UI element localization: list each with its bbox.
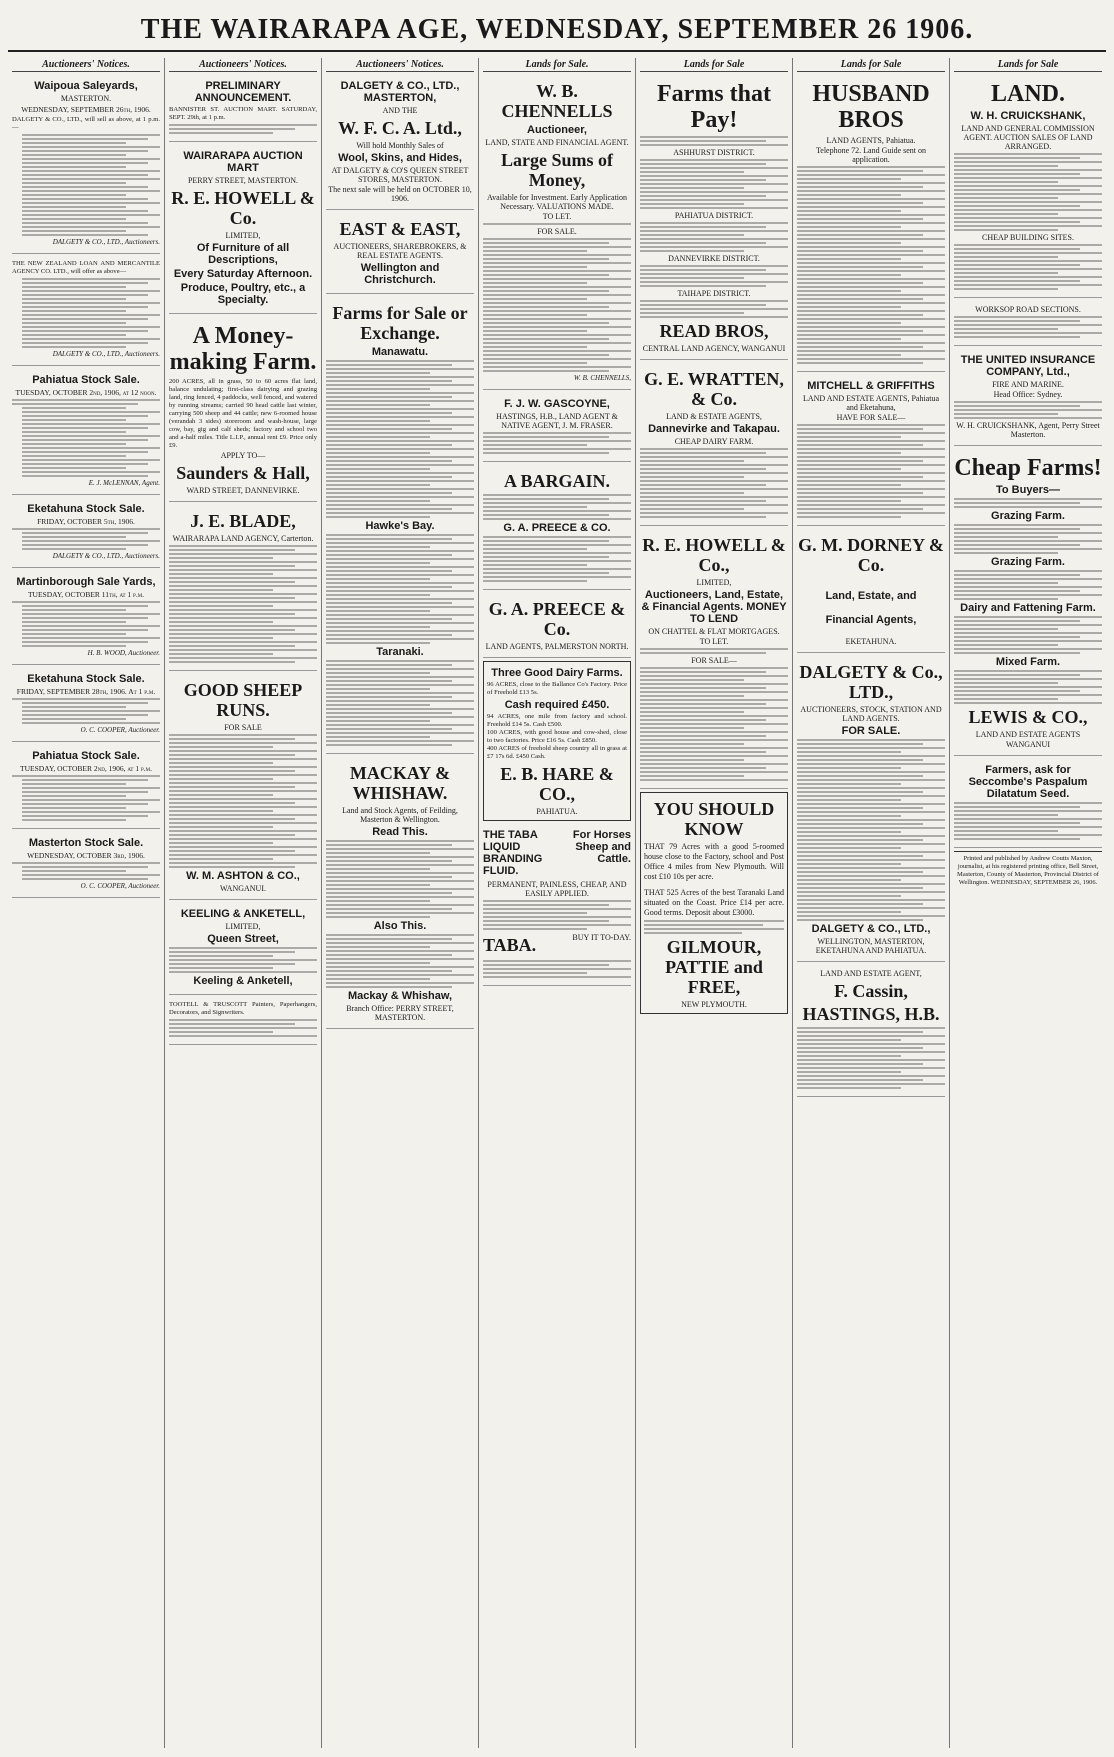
ad-advertiser: Mackay & Whishaw, bbox=[347, 990, 453, 1002]
ad-listing bbox=[954, 316, 1102, 338]
ad-subtitle: ON CHATTEL & FLAT MORTGAGES. bbox=[648, 627, 780, 636]
ad-advertiser: READ BROS, bbox=[659, 321, 769, 341]
ad-section: Grazing Farm. bbox=[991, 556, 1065, 568]
ad-listing bbox=[326, 534, 474, 644]
ad-section: Also This. bbox=[373, 920, 427, 932]
ad-subtitle: LIMITED, bbox=[225, 922, 261, 931]
ad-listing bbox=[797, 166, 945, 364]
ad-address: WANGANUI. bbox=[220, 884, 266, 893]
ad-listing bbox=[12, 134, 160, 236]
ad-advertiser: Saunders & Hall, bbox=[176, 463, 310, 483]
ad-taba-branding-fluid bbox=[483, 824, 631, 986]
ad-agent: O. C. COOPER, Auctioneer. bbox=[80, 882, 160, 890]
ad-subtitle: Dannevirke and Takapau. bbox=[648, 423, 780, 435]
column-heading: Lands for Sale bbox=[640, 58, 788, 72]
column-7 bbox=[949, 58, 1106, 1748]
ad-preliminary-announcement bbox=[169, 75, 317, 142]
ad-subtitle: HAVE FOR SALE— bbox=[836, 413, 906, 422]
column-6 bbox=[792, 58, 949, 1748]
ad-j-e-blade bbox=[169, 505, 317, 671]
ad-section: Read This. bbox=[372, 826, 428, 838]
ad-preece-co bbox=[483, 593, 631, 658]
ad-listing bbox=[12, 698, 160, 724]
ad-listing bbox=[169, 947, 317, 973]
ad-section: TO LET. bbox=[542, 212, 572, 221]
ad-headline: HASTINGS, H.B. bbox=[802, 1004, 940, 1024]
ad-header-row bbox=[483, 827, 631, 879]
ad-subtitle: LAND, STATE AND FINANCIAL AGENT. bbox=[485, 138, 629, 147]
ad-husband-bros bbox=[797, 75, 945, 372]
ad-section: Dairy and Fattening Farm. bbox=[960, 602, 1096, 614]
ad-section: Mixed Farm. bbox=[995, 656, 1061, 668]
ad-headline: Farms for Sale or Exchange. bbox=[332, 303, 468, 343]
column-3 bbox=[321, 58, 478, 1748]
ad-section: Taranaki. bbox=[376, 646, 424, 658]
ad-date: WEDNESDAY, SEPTEMBER 26th, 1906. bbox=[21, 105, 151, 114]
ad-headline: G. E. WRATTEN, & Co. bbox=[644, 369, 784, 409]
ad-worksop-road bbox=[954, 301, 1102, 346]
ad-subtitle: LIMITED, bbox=[696, 578, 732, 587]
ad-headline: WORKSOP ROAD SECTIONS. bbox=[975, 305, 1081, 314]
ad-listing bbox=[954, 524, 1102, 554]
ad-address: NEW PLYMOUTH. bbox=[681, 1000, 747, 1009]
ad-listing bbox=[326, 660, 474, 746]
ad-text: 200 ACRES, all in grass, 50 to 60 acres flat land, balance undulating; first-class dairying and grazing land, ring fenced, 4 paddocks, well fenced, and watered by running streams; carried 90 head cattle last winter, carrying 500 sheep and 44 cattle; new 6-roomed house (verandah 3 sides) storeroom and wash-house, large cow, bay, gig and calf sheds; factory and school two and a-half miles. Title L.I.P., annual rent £9. Price only £9. bbox=[169, 378, 317, 449]
ad-headline: MACKAY & WHISHAW. bbox=[349, 763, 451, 803]
ad-address: EKETAHUNA. bbox=[845, 637, 897, 646]
ad-listing bbox=[483, 432, 631, 454]
ad-section: Hawke's Bay. bbox=[365, 520, 435, 532]
ad-subtitle: Auctioneers, Land, Estate, & Financial Agents. MONEY TO LEND bbox=[641, 589, 787, 625]
ad-good-sheep-runs bbox=[169, 674, 317, 900]
ad-agent: W. H. CRUICKSHANK, Agent, Perry Street Masterton. bbox=[956, 421, 1100, 439]
ad-subtitle: Wellington and Christchurch. bbox=[360, 262, 440, 286]
ad-listing bbox=[797, 739, 945, 921]
ad-headline: F. J. W. GASCOYNE, bbox=[504, 398, 610, 410]
ad-address: PAHIATUA. bbox=[536, 807, 578, 816]
column-1 bbox=[8, 58, 164, 1748]
ad-listing bbox=[797, 1027, 945, 1089]
ad-mitchell-griffiths bbox=[797, 375, 945, 526]
ad-listing bbox=[12, 278, 160, 348]
ad-headline: Cheap Farms! bbox=[954, 455, 1102, 481]
ad-united-insurance bbox=[954, 349, 1102, 446]
ad-subtitle: FOR SALE bbox=[224, 723, 262, 732]
ad-agent: H. B. WOOD, Auctioneer. bbox=[87, 649, 160, 657]
column-heading: Auctioneers' Notices. bbox=[326, 58, 474, 72]
ad-listing bbox=[483, 960, 631, 978]
ad-text: BANNISTER ST. AUCTION MART. SATURDAY, SEPT. 29th, at 1 p.m. bbox=[169, 106, 317, 121]
ad-listing bbox=[483, 238, 631, 372]
ad-subtitle: Queen Street, bbox=[207, 933, 279, 945]
ad-date: FRIDAY, OCTOBER 5th, 1906. bbox=[37, 517, 135, 526]
ad-agent: O. C. COOPER, Auctioneer. bbox=[80, 726, 160, 734]
ad-listing-item: Cash required £450. bbox=[504, 699, 610, 711]
ad-subtitle: LAND AGENTS, PALMERSTON NORTH. bbox=[485, 642, 629, 651]
ad-waipoua-saleyards bbox=[12, 75, 160, 254]
ad-listing bbox=[326, 934, 474, 988]
ad-headline: R. E. HOWELL & Co., bbox=[642, 535, 786, 575]
ad-body: Every Saturday Afternoon. bbox=[173, 268, 313, 280]
ad-east-and-east bbox=[326, 213, 474, 294]
ad-subtitle: To Buyers— bbox=[996, 484, 1060, 496]
ad-advertiser: TABA. bbox=[483, 935, 537, 955]
ad-listing bbox=[640, 448, 788, 518]
ad-subtitle: Telephone 72. Land Guide sent on application. bbox=[815, 146, 927, 164]
ad-subtitle: FIRE AND MARINE. bbox=[992, 380, 1064, 389]
ad-advertiser: E. B. HARE & CO., bbox=[500, 764, 614, 804]
ad-money-making-farm bbox=[169, 317, 317, 502]
ad-section: CHEAP BUILDING SITES. bbox=[982, 233, 1074, 242]
ad-subtitle: WAIRARAPA LAND AGENCY, Carterton. bbox=[172, 534, 314, 543]
ad-title: Pahiatua Stock Sale. bbox=[32, 750, 140, 762]
ad-date: TUESDAY, OCTOBER 2nd, 1906, at 12 noon. bbox=[15, 388, 157, 397]
ad-listing bbox=[954, 498, 1102, 508]
ad-headline: W. H. CRUICKSHANK, bbox=[970, 110, 1086, 122]
ad-gascoyne bbox=[483, 393, 631, 462]
ad-listing bbox=[644, 920, 784, 934]
ad-w-b-chennells bbox=[483, 75, 631, 390]
ad-section: TO LET. bbox=[699, 637, 729, 646]
ad-listing bbox=[640, 648, 788, 654]
ad-wairarapa-auction-mart bbox=[169, 145, 317, 314]
ad-listing bbox=[954, 244, 1102, 290]
ad-listing-item: 400 ACRES of freehold sheep country all in grass at £7 17s 6d. £450 Cash. bbox=[487, 745, 627, 760]
ad-subtitle: LAND AND ESTATE AGENT, bbox=[820, 969, 922, 978]
ad-subtitle: Head Office: Sydney. bbox=[993, 390, 1063, 399]
ad-section: FOR SALE. bbox=[537, 227, 577, 236]
ad-listing bbox=[169, 124, 317, 134]
ad-listing bbox=[483, 223, 631, 225]
column-heading: Lands for Sale. bbox=[483, 58, 631, 72]
ad-agent: DALGETY & CO., LTD., Auctioneers. bbox=[52, 238, 160, 246]
ad-section: FOR SALE. bbox=[841, 725, 901, 737]
ad-martinborough-sale-yards bbox=[12, 571, 160, 665]
ad-masterton-stock-sale bbox=[12, 832, 160, 898]
ad-advertiser: W. M. ASHTON & CO., bbox=[186, 870, 300, 882]
ad-listing bbox=[483, 900, 631, 930]
ad-agent: W. B. CHENNELLS, bbox=[573, 374, 631, 382]
ad-title: Eketahuna Stock Sale. bbox=[27, 503, 145, 515]
ad-title: PRELIMINARY ANNOUNCEMENT. bbox=[194, 80, 292, 104]
ad-subtitle: For Horses Sheep and Cattle. bbox=[572, 829, 631, 865]
ad-headline: A BARGAIN. bbox=[503, 471, 610, 491]
ad-subtitle: AND THE bbox=[382, 106, 418, 115]
ad-cheap-farms bbox=[954, 449, 1102, 756]
ad-you-should-know bbox=[640, 792, 788, 1014]
newspaper-title: THE WAIRARAPA AGE, WEDNESDAY, SEPTEMBER 26 1906. bbox=[140, 14, 974, 45]
ad-agent: DALGETY & CO., LTD., Auctioneers. bbox=[52, 350, 160, 358]
ad-headline: THE UNITED INSURANCE COMPANY, Ltd., bbox=[960, 354, 1096, 378]
ad-listing bbox=[954, 401, 1102, 419]
ad-address: WANGANUI bbox=[1006, 740, 1050, 749]
ad-title: Martinborough Sale Yards, bbox=[16, 576, 156, 588]
ad-listing-item: 96 ACRES, close to the Ballance Co's Factory. Price of Freehold £13 5s. bbox=[487, 681, 627, 696]
column-heading: Lands for Sale bbox=[797, 58, 945, 72]
ad-seccombe-seed bbox=[954, 759, 1102, 848]
ad-title: Eketahuna Stock Sale. bbox=[27, 673, 145, 685]
ad-eketahuna-stock-sale-2 bbox=[12, 668, 160, 742]
ad-listing bbox=[640, 300, 788, 318]
ad-headline: YOU SHOULD KNOW bbox=[653, 799, 775, 839]
ad-listing bbox=[326, 360, 474, 518]
ad-section: FOR SALE— bbox=[691, 656, 737, 665]
column-heading: Lands for Sale bbox=[954, 58, 1102, 72]
ad-listing bbox=[954, 670, 1102, 704]
ad-body: Available for Investment. Early Application Necessary. VALUATIONS MADE. bbox=[486, 193, 628, 211]
ad-subtitle: PERRY STREET, MASTERTON. bbox=[187, 176, 299, 185]
ad-apply: APPLY TO— bbox=[220, 451, 266, 460]
ad-body: Will hold Monthly Sales of bbox=[356, 141, 444, 150]
ad-listing bbox=[12, 528, 160, 550]
ad-listing-item: 94 ACRES, one mile from factory and school. Freehold £14 5s. Cash £500. bbox=[487, 713, 627, 728]
ad-title: Pahiatua Stock Sale. bbox=[32, 374, 140, 386]
ad-listing bbox=[483, 536, 631, 582]
ad-wool-sales bbox=[326, 75, 474, 210]
ad-pahiatua-stock-sale-2 bbox=[12, 745, 160, 829]
ad-tootell-truscott bbox=[169, 998, 317, 1045]
ad-farms-that-pay bbox=[640, 75, 788, 360]
ad-listing bbox=[12, 399, 160, 477]
ad-listing bbox=[169, 545, 317, 663]
ad-headline: J. E. BLADE, bbox=[190, 511, 296, 531]
columns bbox=[8, 58, 1106, 1748]
masthead bbox=[8, 10, 1106, 50]
ad-pahiatua-stock-sale bbox=[12, 369, 160, 495]
ad-headline: Farmers, ask for Seccombe's Paspalum Dilatatum Seed. bbox=[968, 764, 1088, 800]
ad-body: The next sale will be held on OCTOBER 10, 1906. bbox=[328, 185, 472, 203]
imprint-footer: Printed and published by Andrew Coutts Maxton, journalist, at his registered printing office, Bell Street, Masterton, County of Masterton, Provincial District of Wellington. WEDNESDAY, SEPTEMBER 26, 1906. bbox=[954, 851, 1102, 887]
ad-farms-for-sale bbox=[326, 297, 474, 754]
ad-subtitle: LIMITED, bbox=[225, 231, 261, 240]
ad-section: TAIHAPE DISTRICT. bbox=[677, 289, 751, 298]
ad-subtitle: LAND & ESTATE AGENTS, bbox=[666, 412, 762, 421]
ad-keeling-anketell bbox=[169, 903, 317, 995]
ad-agent: DALGETY & CO., LTD., bbox=[811, 923, 931, 935]
ad-subtitle: Land and Stock Agents, of Feilding, Masterton & Wellington. bbox=[342, 806, 458, 824]
ad-title: Masterton Stock Sale. bbox=[28, 837, 144, 849]
ad-subtitle: PERMANENT, PAINLESS, CHEAP, AND EASILY APPLIED. bbox=[487, 880, 627, 898]
ad-mackay-whishaw bbox=[326, 757, 474, 1029]
ad-wratten-co bbox=[640, 363, 788, 526]
ad-body: Large Sums of Money, bbox=[501, 150, 613, 190]
ad-f-cassin bbox=[797, 965, 945, 1097]
ad-section: Manawatu. bbox=[371, 346, 429, 358]
ad-a-bargain bbox=[483, 465, 631, 590]
ad-headline: GOOD SHEEP RUNS. bbox=[183, 680, 303, 720]
ad-advertiser: Keeling & Anketell, bbox=[193, 975, 293, 987]
ad-headline: R. E. HOWELL & Co. bbox=[171, 188, 315, 228]
ad-advertiser: LEWIS & CO., bbox=[968, 707, 1088, 727]
ad-headline: W. F. C. A. Ltd., bbox=[338, 118, 462, 138]
ad-body: Wool, Skins, and Hides, bbox=[338, 152, 462, 164]
ad-title: Waipoua Saleyards, bbox=[34, 80, 138, 92]
ad-subtitle: LAND AGENTS, Pahiatua. bbox=[826, 136, 916, 145]
ad-body: AT DALGETY & CO'S QUEEN STREET STORES, MASTERTON. bbox=[331, 166, 469, 184]
ad-address: WELLINGTON, MASTERTON, EKETAHUNA AND PAHIATUA. bbox=[815, 937, 927, 955]
ad-listing bbox=[326, 840, 474, 918]
ad-headline: LAND. bbox=[990, 81, 1065, 107]
ad-headline: THE TABA LIQUID BRANDING FLUID. bbox=[483, 829, 543, 877]
ad-section: ASHHURST DISTRICT. bbox=[673, 148, 755, 157]
ad-title: WAIRARAPA AUCTION MART bbox=[183, 150, 303, 174]
column-2 bbox=[164, 58, 321, 1748]
ad-listing bbox=[12, 601, 160, 647]
ad-date: TUESDAY, OCTOBER 11th, at 1 p.m. bbox=[27, 590, 145, 599]
ad-dalgety-co bbox=[797, 656, 945, 962]
ad-subtitle: MASTERTON. bbox=[60, 94, 112, 103]
ad-headline: F. Cassin, bbox=[834, 981, 908, 1001]
ad-subtitle: Auctioneer, bbox=[527, 124, 587, 136]
ad-agent: DALGETY & CO., LTD., Auctioneers. bbox=[52, 552, 160, 560]
ad-address: CENTRAL LAND AGENCY, WANGANUI bbox=[642, 344, 786, 353]
ad-subtitle: Financial Agents, bbox=[825, 614, 917, 626]
ad-listing bbox=[640, 159, 788, 209]
ad-headline: A Money-making Farm. bbox=[169, 323, 317, 375]
ad-address: WARD STREET, DANNEVIRKE. bbox=[186, 486, 300, 495]
ad-date: TUESDAY, OCTOBER 2nd, 1906, at 1 p.m. bbox=[20, 764, 152, 773]
ad-headline: G. M. DORNEY & Co. bbox=[798, 535, 944, 575]
ad-section: PAHIATUA DISTRICT. bbox=[674, 211, 754, 220]
ad-advertiser: G. A. PREECE & CO. bbox=[503, 522, 611, 534]
ad-listing bbox=[483, 494, 631, 520]
ad-listing bbox=[640, 667, 788, 781]
ad-section: Grazing Farm. bbox=[991, 510, 1065, 522]
ad-subtitle: Land, Estate, and bbox=[825, 590, 917, 602]
ad-listing bbox=[640, 265, 788, 287]
ad-subtitle: HASTINGS, H.B., LAND AGENT & NATIVE AGENT, J. M. FRASER. bbox=[496, 412, 618, 430]
ad-headline: KEELING & ANKETELL, bbox=[180, 908, 306, 920]
ad-advertiser: GILMOUR, PATTIE and FREE, bbox=[665, 937, 763, 997]
ad-cta: BUY IT TO-DAY. bbox=[572, 933, 631, 942]
ad-listing bbox=[954, 570, 1102, 600]
ad-subtitle: AUCTIONEERS, SHAREBROKERS, & REAL ESTATE AGENTS. bbox=[333, 242, 467, 260]
ad-headline: W. B. CHENNELLS bbox=[501, 81, 613, 121]
ad-eketahuna-stock-sale bbox=[12, 498, 160, 568]
column-heading: Auctioneers' Notices. bbox=[169, 58, 317, 72]
ad-listing bbox=[954, 153, 1102, 231]
ad-nz-loan bbox=[12, 257, 160, 366]
ad-subtitle: AUCTIONEERS, STOCK, STATION AND LAND AGENTS. bbox=[800, 705, 942, 723]
ad-subtitle: LAND AND GENERAL COMMISSION AGENT. AUCTION SALES OF LAND ARRANGED. bbox=[961, 124, 1095, 151]
ad-listing bbox=[169, 1019, 317, 1037]
ad-listing bbox=[640, 222, 788, 252]
ad-listing bbox=[954, 802, 1102, 840]
column-heading: Auctioneers' Notices. bbox=[12, 58, 160, 72]
ad-subtitle: LAND AND ESTATE AGENTS, Pahiatua and Eketahuna, bbox=[802, 394, 939, 412]
ad-body: Produce, Poultry, etc., a Specialty. bbox=[180, 282, 306, 306]
ad-headline: EAST & EAST, bbox=[339, 219, 461, 239]
ad-date: WEDNESDAY, OCTOBER 3rd, 1906. bbox=[27, 851, 145, 860]
ad-listing bbox=[12, 862, 160, 880]
ad-howell-co bbox=[640, 529, 788, 789]
ad-listing-item: 100 ACRES, with good house and cow-shed, close to two factories. Price £16 5s. Cash £850. bbox=[487, 729, 627, 744]
ad-section: DANNEVIRKE DISTRICT. bbox=[668, 254, 760, 263]
column-5 bbox=[635, 58, 792, 1748]
ad-headline: G. A. PREECE & Co. bbox=[488, 599, 626, 639]
ad-headline: DALGETY & Co., LTD., bbox=[799, 662, 943, 702]
ad-section: CHEAP DAIRY FARM. bbox=[674, 437, 754, 446]
ad-listing bbox=[954, 616, 1102, 654]
ad-text: DALGETY & CO., LTD., will sell as above, at 1 p.m.— bbox=[12, 116, 160, 131]
ad-headline: HUSBAND BROS bbox=[812, 81, 930, 133]
ad-title: DALGETY & CO., LTD., MASTERTON, bbox=[340, 80, 460, 104]
ad-date: FRIDAY, SEPTEMBER 28th, 1906. At 1 p.m. bbox=[16, 687, 156, 696]
ad-address: Branch Office: PERRY STREET, MASTERTON. bbox=[346, 1004, 454, 1022]
ad-listing bbox=[12, 775, 160, 821]
ad-listing bbox=[640, 136, 788, 146]
ad-subtitle: LAND AND ESTATE AGENTS bbox=[975, 730, 1081, 739]
ad-text: THE NEW ZEALAND LOAN AND MERCANTILE AGENCY CO. LTD., will offer as above— bbox=[12, 260, 160, 275]
ad-footer-row bbox=[483, 932, 631, 958]
ad-land-cruickshank bbox=[954, 75, 1102, 298]
ad-headline: Farms that Pay! bbox=[657, 81, 771, 133]
column-4 bbox=[478, 58, 635, 1748]
ad-headline: MITCHELL & GRIFFITHS bbox=[807, 380, 935, 392]
ad-listing bbox=[797, 424, 945, 518]
ad-three-dairy-farms bbox=[483, 661, 631, 821]
ad-listing-item: THAT 525 Acres of the best Taranaki Land situated on the Coast. Price £14 per acre. Good terms. Deposit about £3000. bbox=[644, 888, 784, 917]
ad-body: Of Furniture of all Descriptions, bbox=[196, 242, 290, 266]
ad-listing bbox=[169, 734, 317, 868]
ad-text: TOOTELL & TRUSCOTT Painters, Paperhangers, Decorators, and Signwriters. bbox=[169, 1001, 317, 1016]
ad-headline: Three Good Dairy Farms. bbox=[491, 667, 623, 679]
ad-listing-item: THAT 79 Acres with a good 5-roomed house close to the Factory, school and Post Office 4 miles from New Plymouth. Will cost £10 10s per acre. bbox=[644, 842, 784, 881]
ad-agent: E. J. McLENNAN, Agent. bbox=[88, 479, 160, 487]
ad-dorney-co bbox=[797, 529, 945, 653]
masthead-rule bbox=[8, 50, 1106, 52]
